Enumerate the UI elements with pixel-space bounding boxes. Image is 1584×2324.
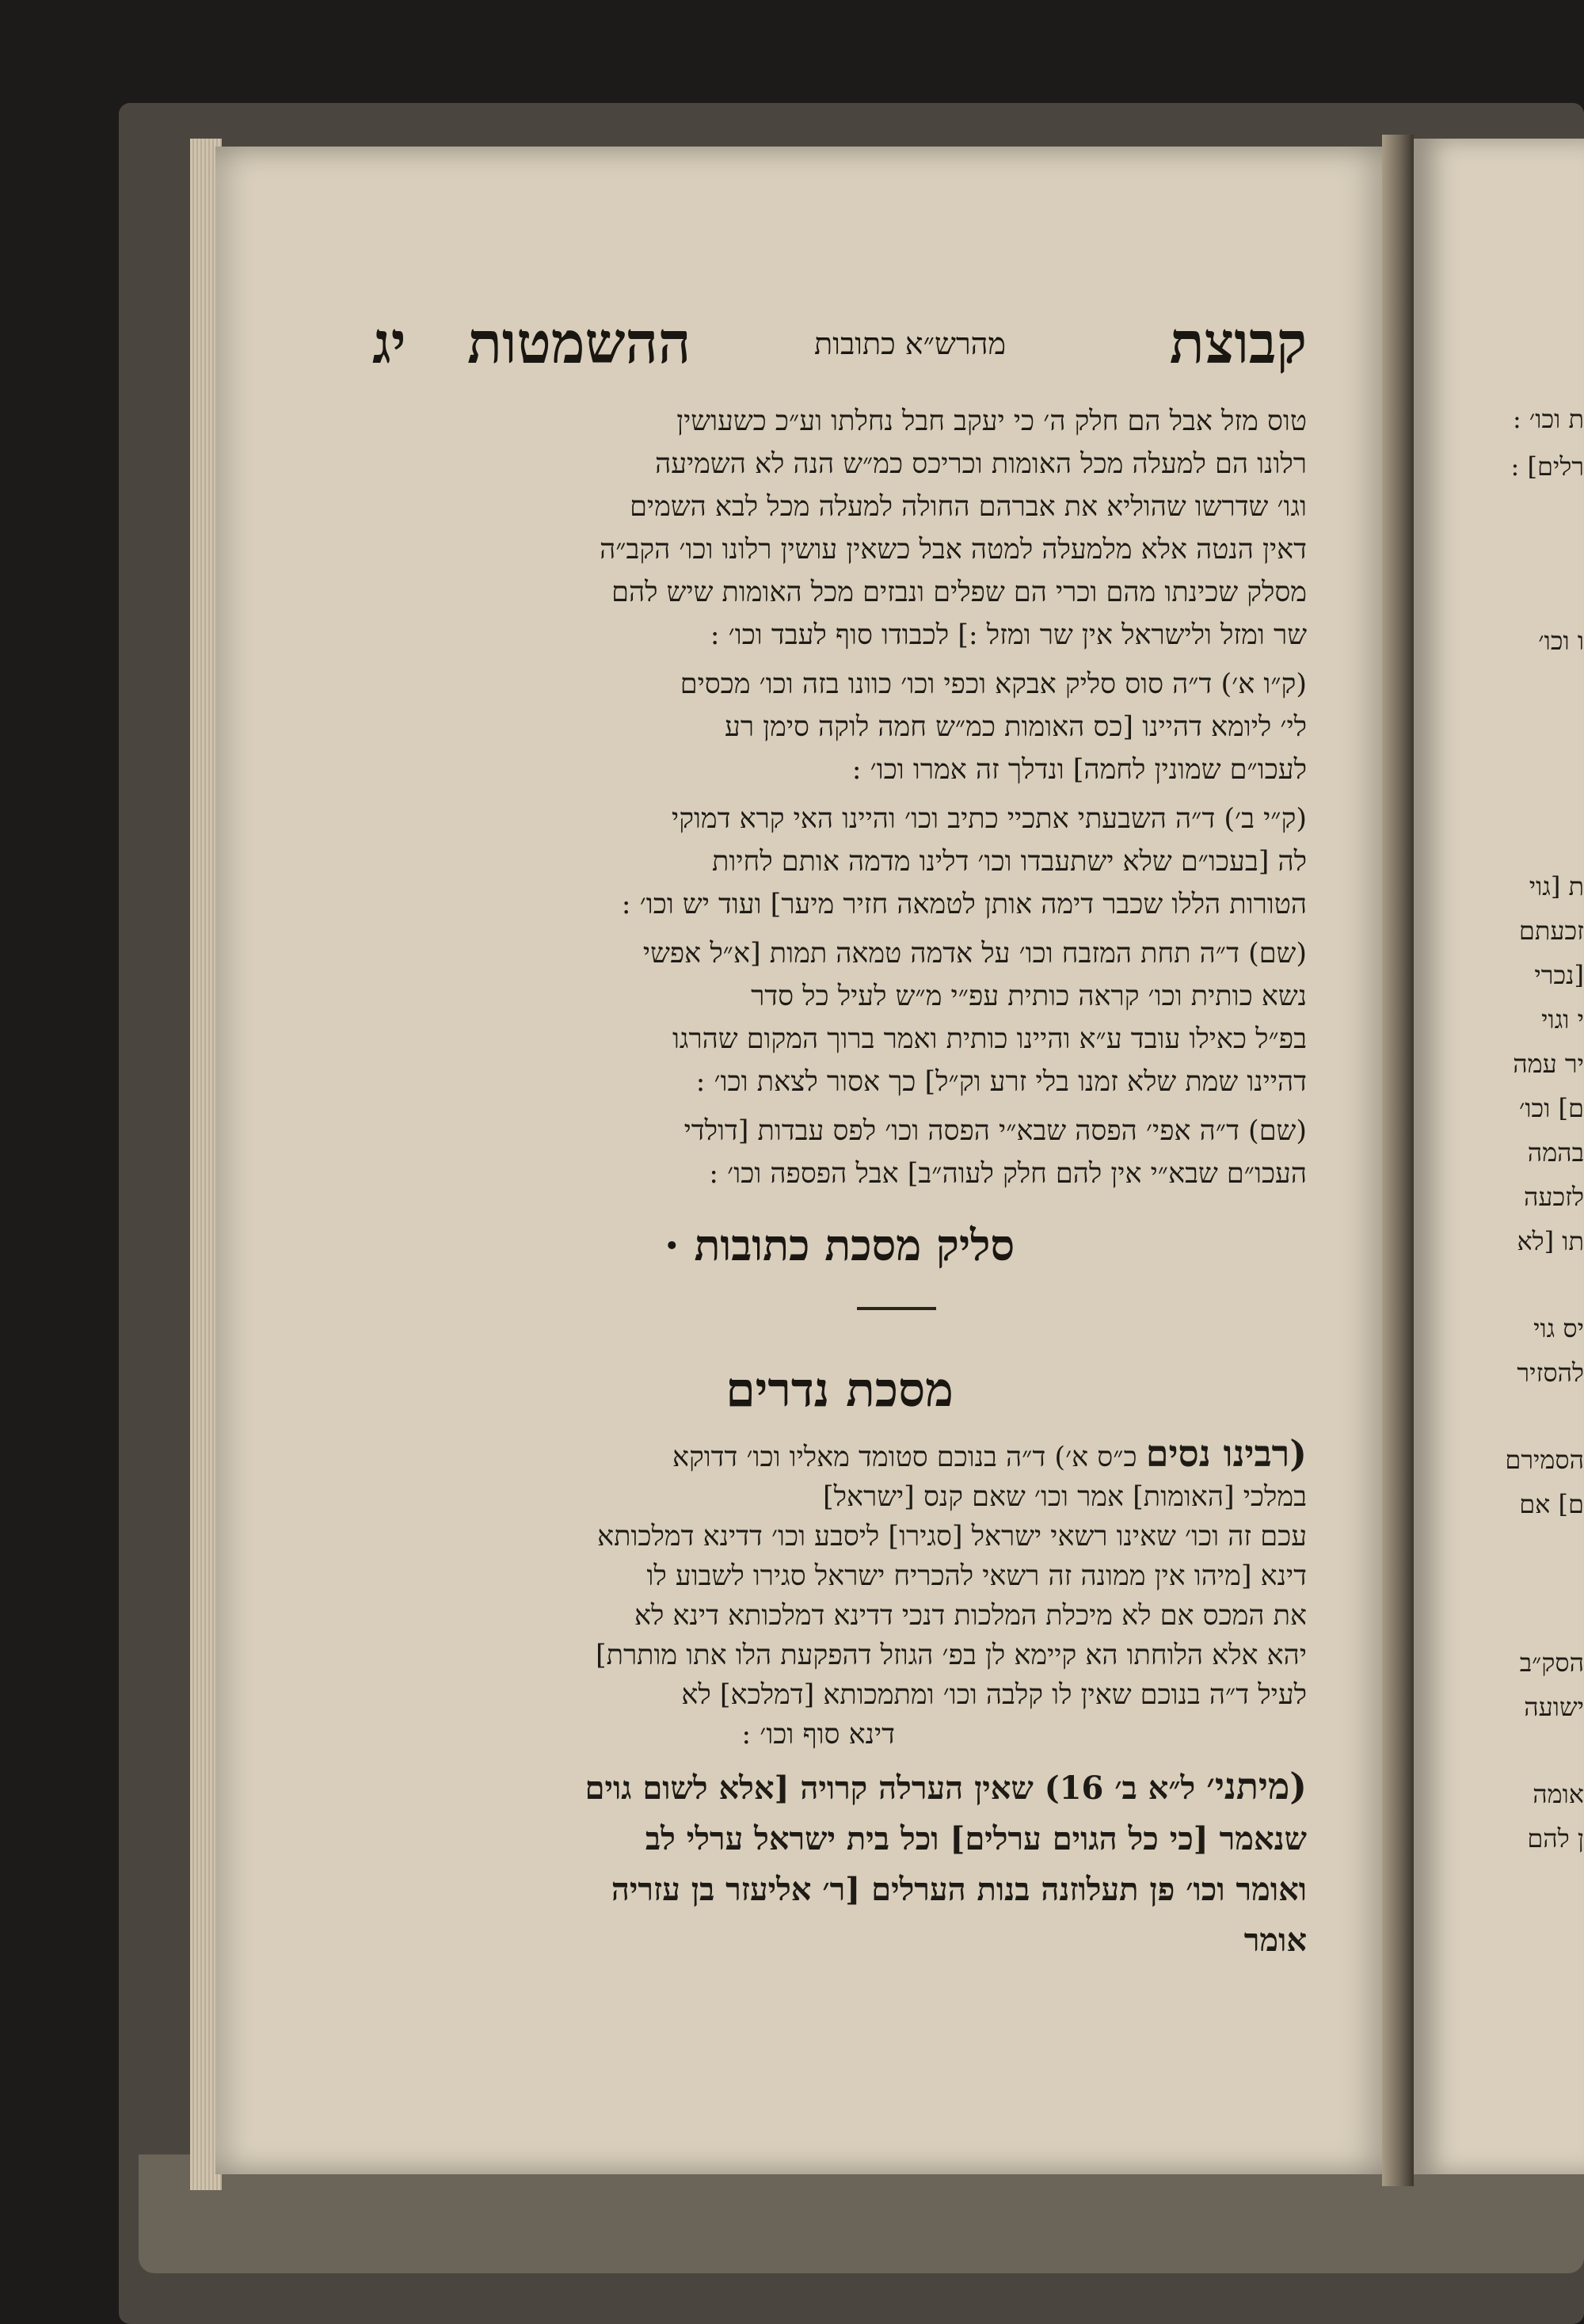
text-line: תו [לא	[1517, 1226, 1584, 1256]
text-line: ישועה	[1524, 1692, 1584, 1722]
ran-paragraph	[372, 1434, 1307, 1754]
mishna-lead: (מיתני׳	[1206, 1765, 1307, 1808]
text-line: וגו׳ שדרשו שהוליא את אברהם החולה למעלה מכל לבא השמים	[630, 491, 1307, 523]
text-line: לזכעה	[1523, 1182, 1584, 1212]
text-line: זכעתם	[1518, 916, 1584, 946]
text-line: לי׳ ליומא דהיינו [כס האומות כמ״ש חמה לוקה סימן רע	[725, 711, 1307, 743]
text-line	[372, 1434, 1307, 1477]
text-line: להסזיר	[1517, 1358, 1584, 1388]
right-page-text	[1449, 404, 1584, 1868]
text-line: דהיינו שמת שלא זמנו בלי זרע וק״ל] כך אסור לצאת וכו׳ :	[695, 1066, 1307, 1098]
text-line: יר עמה	[1513, 1049, 1584, 1079]
text-line: ם] וכו׳	[1518, 1093, 1584, 1123]
header-title: קבוצת	[1169, 309, 1307, 376]
mishna-first-line: ל״א ב׳ 16) שאין הערלה קרויה [אלא לשום גוים	[584, 1770, 1196, 1807]
text-line: נשא כותית וכו׳ קראה כותית עפ״י מ״ש לעיל כל סדר	[751, 981, 1307, 1012]
text-line: ואומר וכו׳ פן תעלוזנה בנות הערלים [ר׳ אליעזר בן עזריה	[611, 1871, 1307, 1908]
page-header	[372, 309, 1307, 380]
text-line: ת [גוי	[1529, 871, 1584, 901]
tractate-title: מסכת נדרים	[725, 1362, 954, 1418]
paragraph-4	[372, 932, 1307, 1103]
text-line: הסמירם	[1505, 1445, 1584, 1475]
text-line: שנאמר [כי כל הגוים ערלים] וכל בית ישראל ערלי לב	[645, 1820, 1307, 1857]
book-gutter	[1382, 135, 1414, 2186]
section-end-title: סליק מסכת כתובות ·	[664, 1220, 1015, 1271]
paragraph-3	[372, 798, 1307, 926]
commentary-block	[372, 400, 1307, 1202]
text-line: מסלק שכינתו מהם וכרי הם שפלים ונבזים מכל האומות שיש להם	[611, 577, 1307, 608]
text-line: ת וכו׳ :	[1512, 404, 1584, 434]
text-line	[372, 1761, 1307, 1814]
ran-first-line: כ״ס א׳) ד״ה בנוכם סטומד מאליו וכו׳ דדוקא	[672, 1442, 1137, 1473]
text-line: הסק״ב	[1519, 1648, 1584, 1678]
text-line: דינא סוף וכו׳ :	[741, 1719, 895, 1751]
text-line: (שם) ד״ה אפי׳ הפסה שבא״י הפסה וכו׳ לפס עבדות [דולדי	[683, 1115, 1307, 1147]
text-line: אומר	[1243, 1922, 1307, 1959]
text-line: דאין הנטה אלא מלמעלה למטה אבל כשאין עושין רלונו וכו׳ הקב״ה	[600, 534, 1307, 566]
text-line: יס גוי	[1533, 1313, 1584, 1343]
text-line: לעכו״ם שמונין לחמה] ונדלך זה אמרו וכו׳ :	[851, 754, 1307, 786]
text-line: ו וכו׳	[1538, 626, 1584, 656]
text-line: אומה	[1533, 1779, 1584, 1809]
text-line: י וגוי	[1541, 1004, 1584, 1034]
text-line: רלונו הם למעלה מכל האומות וכריכס כמ״ש הנה לא השמיעה	[655, 448, 1307, 480]
text-line: עכם זה וכו׳ שאינו רשאי ישראל [סגירו] ליסבע וכו׳ דדינא דמלכותא	[597, 1521, 1307, 1553]
text-line: לה [בעכו״ם שלא ישתעבדו וכו׳ דלינו מדמה אותם לחיות	[712, 846, 1307, 878]
text-line: בהמה	[1527, 1137, 1584, 1168]
ran-commentary-block	[372, 1434, 1307, 1972]
text-line: הטורות הללו שכבר דימה אותן לטמאה חזיר מיער] ועוד יש וכו׳ :	[621, 889, 1307, 920]
text-line: לעיל ד״ה בנוכם שאין לו קלבה וכו׳ ומתמכותא [דמלכא] לא	[681, 1679, 1307, 1711]
text-line: במלכי [האומות] אמר וכו׳ שאם קנס [ישראל]	[823, 1481, 1307, 1513]
text-line: ן להם	[1527, 1823, 1584, 1853]
ran-lead: (רבינו נסים	[1145, 1432, 1307, 1475]
text-line: יהא אלא הלוחתו הא קיימא לן בפ׳ הגוזל דהפקעת הלו אתו מותרת]	[595, 1640, 1307, 1671]
paragraph-5	[372, 1110, 1307, 1195]
text-line: דינא [מיהו אין ממונה זה רשאי להכריח ישראל סגירו לשבוע לו	[646, 1560, 1307, 1592]
text-line: שר ומזל ולישראל אין שר ומזל :] לכבודו סוף לעבד וכו׳ :	[710, 619, 1307, 651]
text-line: ם] אם	[1519, 1489, 1584, 1519]
page-number: יג	[372, 309, 406, 376]
paragraph-2	[372, 663, 1307, 791]
text-line: רלים] :	[1510, 451, 1584, 482]
paragraph-1	[372, 400, 1307, 657]
text-line: [נכרי	[1534, 960, 1584, 990]
text-line: טוס מזל אבל הם חלק ה׳ כי יעקב חבל נחלתו וע״כ כשעושין	[676, 406, 1307, 437]
divider-rule	[857, 1307, 936, 1310]
text-line: (ק״י ב׳) ד״ה השבעתי אתכיי כתיב וכו׳ והיינו האי קרא דמוקי	[672, 803, 1307, 835]
text-line: העכו״ם שבא״י אין להם חלק לעוה״ב] אבל הפספה וכו׳ :	[709, 1158, 1307, 1190]
text-line: (ק״ו א׳) ד״ה סוס סליק אבקא וכפי וכו׳ כוונו בזה וכו׳ מכסים	[680, 669, 1307, 700]
text-line: את המכס אם לא מיכלת המלכות דנכי דדינא דמלכותא דינא לא	[634, 1600, 1307, 1632]
text-line: בפ״ל כאילו עובד ע״א והיינו כותית ואמר ברוך המקום שהרגו	[672, 1023, 1307, 1055]
mishna-paragraph	[372, 1761, 1307, 1966]
header-subtitle: מהרש״א כתובות	[814, 326, 1006, 361]
text-line: (שם) ד״ה תחת המזבח וכו׳ על אדמה טמאה תמות [א״ל אפשי	[642, 938, 1307, 970]
header-section: ההשמטות	[467, 309, 691, 376]
